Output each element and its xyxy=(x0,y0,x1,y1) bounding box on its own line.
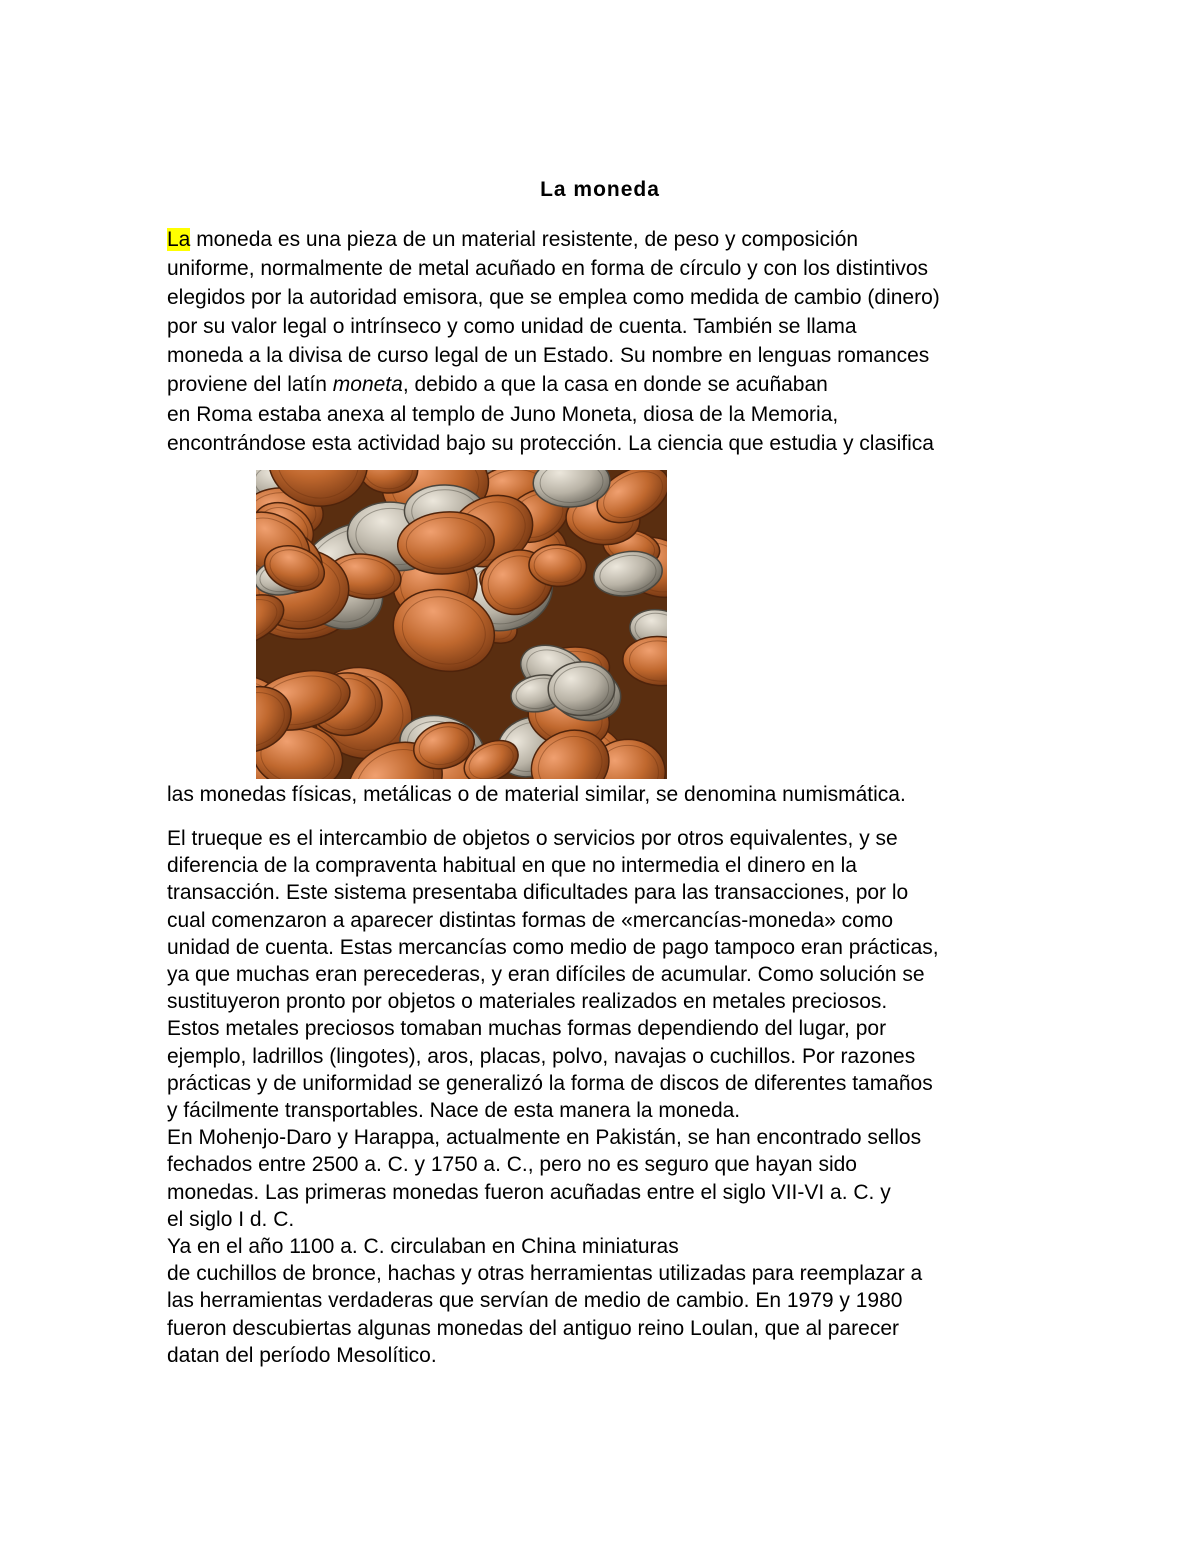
paragraph-2-line: monedas. Las primeras monedas fueron acuñadas entre el siglo VII-VI a. C. y xyxy=(167,1180,891,1204)
paragraph-2-line: fueron descubiertas algunas monedas del antiguo reino Loulan, que al parecer xyxy=(167,1316,900,1340)
paragraph-2-line: fechados entre 2500 a. C. y 1750 a. C., pero no es seguro que hayan sido xyxy=(167,1153,857,1177)
paragraph-1-line: elegidos por la autoridad emisora, que se emplea como medida de cambio (dinero) xyxy=(167,286,940,310)
paragraph-1-line: en Roma estaba anexa al templo de Juno Moneta, diosa de la Memoria, xyxy=(167,402,839,426)
paragraph-2-line: unidad de cuenta. Estas mercancías como medio de pago tampoco eran prácticas, xyxy=(167,935,939,959)
paragraph-2-line: diferencia de la compraventa habitual en que no intermedia el dinero en la xyxy=(167,854,857,878)
paragraph-2-line: transacción. Este sistema presentaba dificultades para las transacciones, por lo xyxy=(167,881,909,905)
paragraph-2-line: de cuchillos de bronce, hachas y otras herramientas utilizadas para reemplazar a xyxy=(167,1262,923,1286)
paragraph-1-line-1 xyxy=(167,225,1047,254)
paragraph-2-line: ya que muchas eran perecederas, y eran difíciles de acumular. Como solución se xyxy=(167,963,925,987)
paragraph-1-line: por su valor legal o intrínseco y como unidad de cuenta. También se llama xyxy=(167,315,857,339)
paragraph-2-line: sustituyeron pronto por objetos o materiales realizados en metales preciosos. xyxy=(167,990,888,1014)
italic-word: moneta xyxy=(332,373,403,397)
line-text: , debido a que la casa en donde se acuñaban xyxy=(402,373,828,397)
page-title: La moneda xyxy=(540,178,660,201)
line-text: proviene del latín xyxy=(167,373,333,397)
paragraph-2-line: El trueque es el intercambio de objetos o servicios por otros equivalentes, y se xyxy=(167,827,898,850)
line-text: moneda es una pieza de un material resistente, de peso y composición xyxy=(190,228,859,251)
paragraph-1-line: uniforme, normalmente de metal acuñado en forma de círculo y con los distintivos xyxy=(167,257,929,281)
paragraph-2-line: el siglo I d. C. xyxy=(167,1207,295,1231)
paragraph-2-line: Estos metales preciosos tomaban muchas formas dependiendo del lugar, por xyxy=(167,1017,887,1041)
paragraph-2-line: las herramientas verdaderas que servían de medio de cambio. En 1979 y 1980 xyxy=(167,1289,903,1313)
coins-image xyxy=(256,470,667,779)
paragraph-2 xyxy=(167,825,1047,1369)
paragraph-2-line: y fácilmente transportables. Nace de esta manera la moneda. xyxy=(167,1099,741,1123)
paragraph-1-line: moneda a la divisa de curso legal de un Estado. Su nombre en lenguas romances xyxy=(167,344,930,368)
paragraph-2-line: ejemplo, ladrillos (lingotes), aros, placas, polvo, navajas o cuchillos. Por razones xyxy=(167,1044,916,1068)
highlighted-text: La xyxy=(167,228,191,251)
paragraph-1 xyxy=(167,225,1047,458)
paragraph-1-line-6 xyxy=(167,370,1047,399)
paragraph-2-line: cual comenzaron a aparecer distintas formas de «mercancías-moneda» como xyxy=(167,908,894,932)
paragraph-2-line: prácticas y de uniformidad se generalizó la forma de discos de diferentes tamaños xyxy=(167,1071,933,1095)
paragraph-2-line: Ya en el año 1100 a. C. circulaban en China miniaturas xyxy=(167,1235,679,1259)
paragraph-2-line: datan del período Mesolítico. xyxy=(167,1343,437,1367)
paragraph-1-continuation: las monedas físicas, metálicas o de material similar, se denomina numismática. xyxy=(167,783,906,806)
coins-illustration xyxy=(256,470,667,779)
paragraph-1-line: encontrándose esta actividad bajo su protección. La ciencia que estudia y clasifica xyxy=(167,431,934,455)
paragraph-2-line: En Mohenjo-Daro y Harappa, actualmente en Pakistán, se han encontrado sellos xyxy=(167,1126,922,1150)
